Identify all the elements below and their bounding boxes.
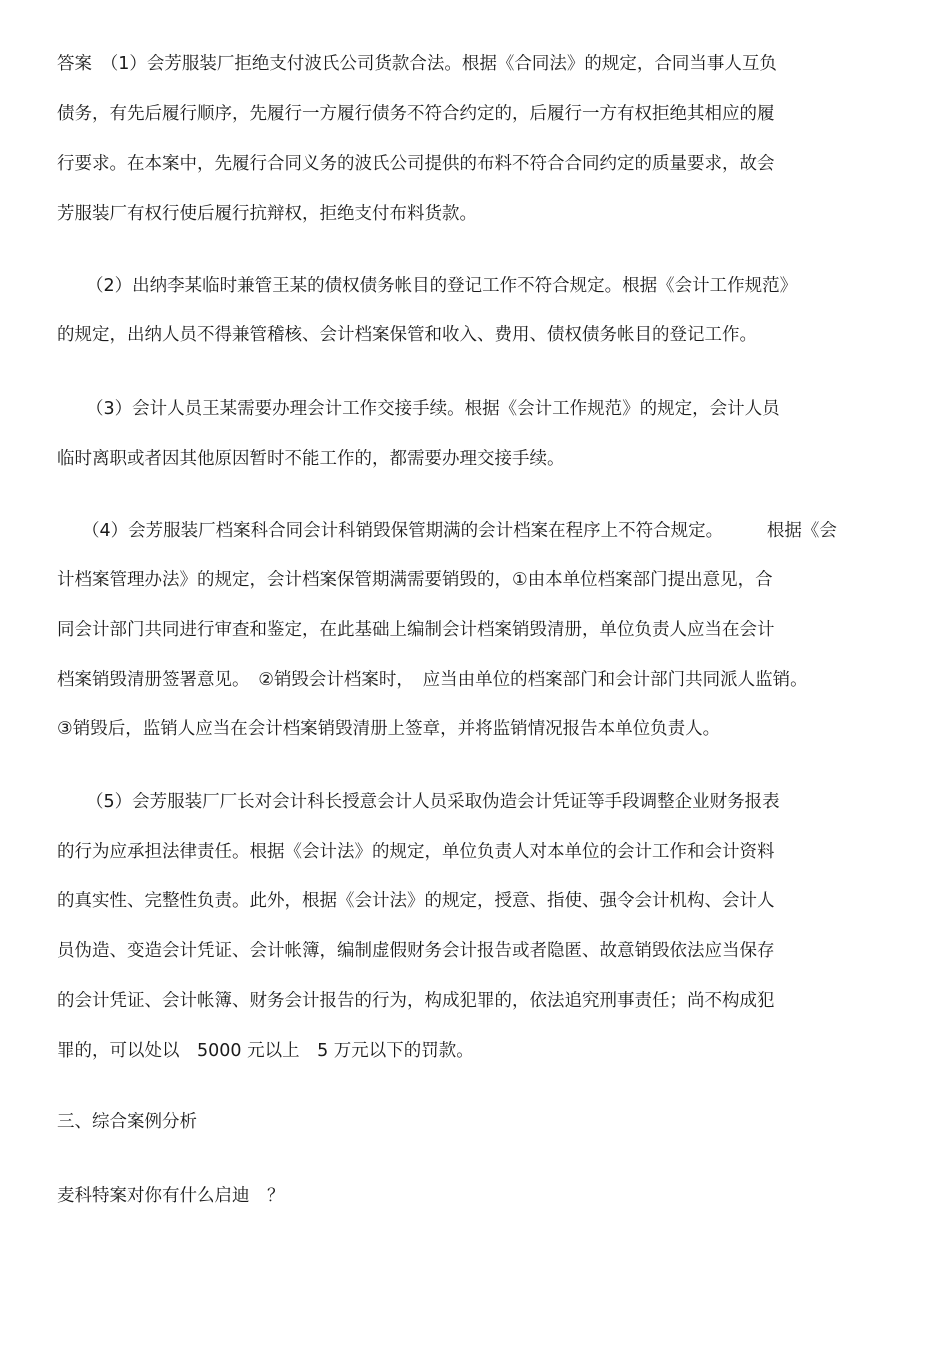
answer-paragraph-5-line-3: 的真实性、完整性负责。此外，根据《会计法》的规定，授意、指使、强令会计机构、会计人: [57, 891, 775, 911]
answer-paragraph-5-line-1: （5）会芳服装厂厂长对会计科长授意会计人员采取伪造会计凭证等手段调整企业财务报表: [86, 792, 780, 812]
answer-paragraph-1-line-4: 芳服装厂有权行使后履行抗辩权，拒绝支付布料货款。: [57, 204, 477, 224]
answer-paragraph-2-line-1: （2）出纳李某临时兼管王某的债权债务帐目的登记工作不符合规定。根据《会计工作规范》: [86, 276, 798, 296]
answer-paragraph-5-line-6: 罪的，可以处以 5000 元以上 5 万元以下的罚款。: [57, 1041, 474, 1061]
answer-paragraph-4-line-1: （4）会芳服装厂档案科合同会计科销毁保管期满的会计档案在程序上不符合规定。 根据《会: [82, 521, 837, 541]
answer-paragraph-1-line-3: 行要求。在本案中，先履行合同义务的波氏公司提供的布料不符合合同约定的质量要求，故会: [57, 154, 775, 174]
answer-paragraph-1-line-1: 答案 （1）会芳服装厂拒绝支付波氏公司货款合法。根据《合同法》的规定，合同当事人互负: [57, 54, 777, 74]
answer-paragraph-5-line-4: 员伪造、变造会计凭证、会计帐簿，编制虚假财务会计报告或者隐匿、故意销毁依法应当保存: [57, 941, 775, 961]
answer-paragraph-5-line-2: 的行为应承担法律责任。根据《会计法》的规定，单位负责人对本单位的会计工作和会计资料: [57, 842, 775, 862]
answer-paragraph-4-line-4: 档案销毁清册签署意见。 ②销毁会计档案时， 应当由单位的档案部门和会计部门共同派人监销。: [57, 670, 808, 690]
answer-paragraph-4-line-3: 同会计部门共同进行审查和鉴定，在此基础上编制会计档案销毁清册，单位负责人应当在会计: [57, 620, 775, 640]
answer-paragraph-3-line-1: （3）会计人员王某需要办理会计工作交接手续。根据《会计工作规范》的规定，会计人员: [86, 399, 780, 419]
section-heading: 三、综合案例分析: [57, 1112, 197, 1132]
answer-paragraph-3-line-2: 临时离职或者因其他原因暂时不能工作的，都需要办理交接手续。: [57, 449, 565, 469]
answer-paragraph-4-line-2: 计档案管理办法》的规定，会计档案保管期满需要销毁的，①由本单位档案部门提出意见，合: [57, 570, 773, 590]
answer-paragraph-1-line-2: 债务，有先后履行顺序，先履行一方履行债务不符合约定的，后履行一方有权拒绝其相应的履: [57, 104, 775, 124]
answer-paragraph-2-line-2: 的规定，出纳人员不得兼管稽核、会计档案保管和收入、费用、债权债务帐目的登记工作。: [57, 325, 757, 345]
case-question: 麦科特案对你有什么启迪 ？: [57, 1186, 285, 1206]
answer-paragraph-5-line-5: 的会计凭证、会计帐簿、财务会计报告的行为，构成犯罪的，依法追究刑事责任；尚不构成犯: [57, 991, 775, 1011]
answer-paragraph-4-line-5: ③销毁后，监销人应当在会计档案销毁清册上签章，并将监销情况报告本单位负责人。: [57, 719, 721, 739]
